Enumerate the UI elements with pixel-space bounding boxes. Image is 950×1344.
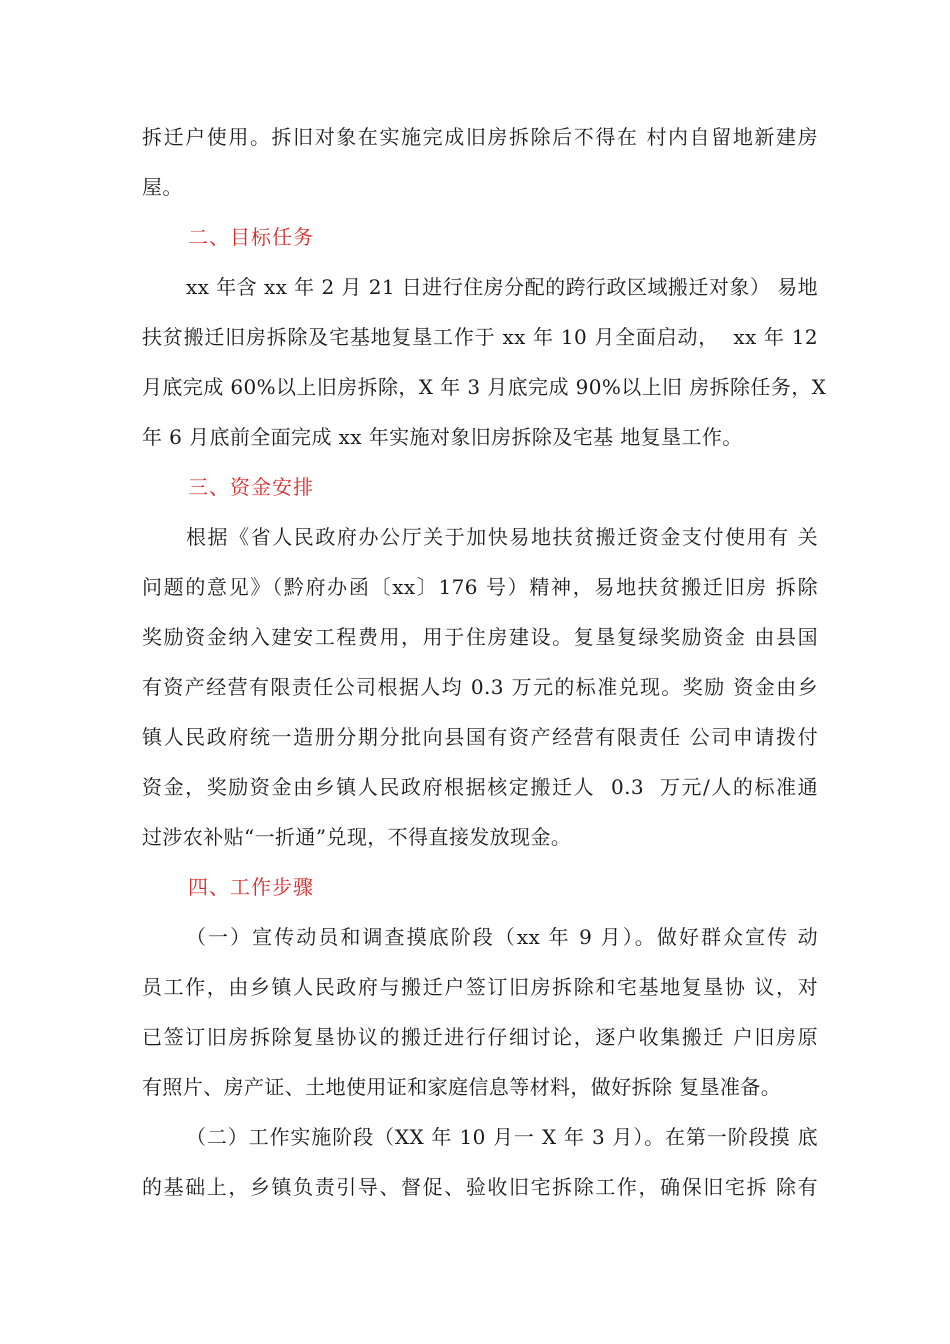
steps-line-2: 员工作，由乡镇人民政府与搬迁户签订旧房拆除和宅基地复垦协 议，对 [142,975,818,999]
funding-line-6: 资金，奖励资金由乡镇人民政府根据核定搬迁人 0.3 万元/人的标准通 [142,775,818,799]
targets-line-4: 年 6 月底前全面完成 xx 年实施对象旧房拆除及宅基 地复垦工作。 [142,425,743,449]
funding-line-5: 镇人民政府统一造册分期分批向县国有资产经营有限责任 公司申请拨付 [142,725,818,749]
steps-line-6: 的基础上，乡镇负责引导、督促、验收旧宅拆除工作，确保旧宅拆 除有 [142,1175,818,1199]
funding-line-3: 奖励资金纳入建安工程费用，用于住房建设。复垦复绿奖励资金 由县国 [142,625,818,649]
steps-line-5: （二）工作实施阶段（XX 年 10 月一 X 年 3 月）。在第一阶段摸 底 [186,1125,818,1149]
steps-line-4: 有照片、房产证、土地使用证和家庭信息等材料，做好拆除 复垦准备。 [142,1075,782,1099]
funding-line-4: 有资产经营有限责任公司根据人均 0.3 万元的标准兑现。奖励 资金由乡 [142,675,818,699]
intro-line-1: 拆迁户使用。拆旧对象在实施完成旧房拆除后不得在 村内自留地新建房 [142,125,818,149]
steps-line-3: 已签订旧房拆除复垦协议的搬迁进行仔细讨论，逐户收集搬迁 户旧房原 [142,1025,818,1049]
funding-line-7: 过涉农补贴“一折通”兑现，不得直接发放现金。 [142,825,572,849]
targets-line-3: 月底完成 60%以上旧房拆除，X 年 3 月底完成 90%以上旧 房拆除任务，X [142,375,827,399]
section-heading-steps: 四、工作步骤 [188,875,314,899]
targets-line-1: xx 年含 xx 年 2 月 21 日进行住房分配的跨行政区域搬迁对象） 易地 [186,275,818,299]
funding-line-2: 问题的意见》（黔府办函〔xx〕176 号）精神，易地扶贫搬迁旧房 拆除 [142,575,818,599]
section-heading-targets: 二、目标任务 [188,225,314,249]
funding-line-1: 根据《省人民政府办公厅关于加快易地扶贫搬迁资金支付使用有 关 [186,525,818,549]
document-body [142,112,827,1212]
targets-line-2: 扶贫搬迁旧房拆除及宅基地复垦工作于 xx 年 10 月全面启动， xx 年 12 [142,325,818,349]
steps-line-1: （一）宣传动员和调查摸底阶段（xx 年 9 月）。做好群众宣传 动 [186,925,818,949]
section-heading-funding: 三、资金安排 [188,475,314,499]
intro-line-2: 屋。 [142,175,183,199]
